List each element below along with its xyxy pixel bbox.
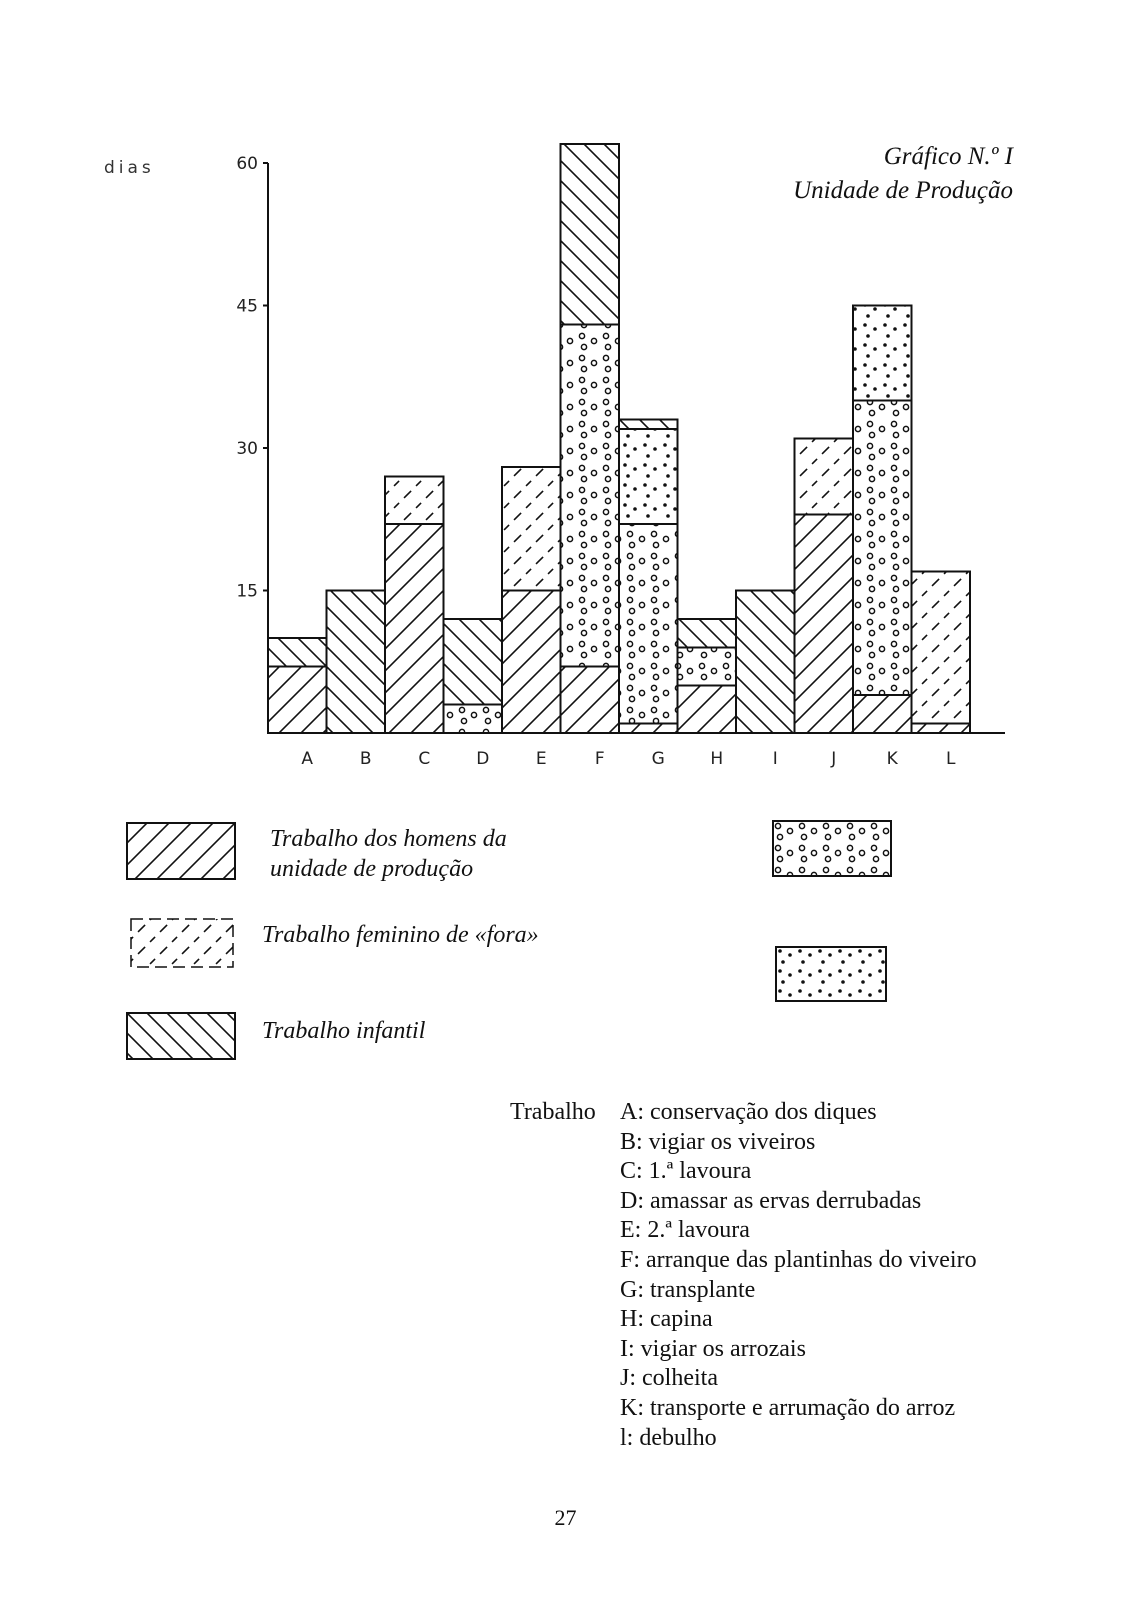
bar-segment-K-diag-forward [853,695,912,733]
legend-swatch-dots [775,946,889,1004]
bar-segment-D-diag-back [444,619,503,705]
y-tick-labels [236,154,268,602]
y-axis-label: dias [104,158,155,178]
y-tick-label: 60 [236,154,258,174]
chart-title-block [793,140,1013,208]
work-item-e: E: 2.ª lavoura [620,1217,750,1244]
bar-segment-I-diag-back [736,591,795,734]
bar-segment-F-diag-back [561,144,620,325]
y-tick-label: 45 [236,296,258,317]
x-tick-label-A: A [301,749,314,769]
chart-bars [268,144,970,733]
work-row [510,1098,977,1128]
work-item-g: G: transplante [620,1276,756,1303]
work-item-i: I: vigiar os arrozais [620,1335,806,1362]
work-item-j: J: colheita [620,1365,718,1392]
x-tick-label-G: G [651,749,665,769]
legend-homens [270,824,507,884]
x-tick-label-C: C [418,749,431,769]
legend-swatch-circles [772,820,894,878]
work-item-f: F: arranque das plantinhas do viveiro [620,1246,977,1273]
bar-segment-L-diag-forward [912,724,971,734]
bar-segment-G-diag-forward [619,724,678,734]
work-item-k: K: transporte e arrumação do arroz [620,1394,956,1421]
y-tick-label: 15 [236,581,258,602]
x-tick-label-L: L [946,749,956,769]
x-tick-label-K: K [886,749,898,769]
bar-segment-J-diag-forward [795,515,854,734]
bar-segment-H-diag-back [678,619,737,648]
bar-segment-J-diag-dashed [795,439,854,515]
x-tick-label-J: J [831,749,837,769]
page-number: 27 [554,1505,577,1530]
legend-homens-line2: unidade de produção [270,856,474,882]
x-tick-label-H: H [710,749,724,769]
bar-segment-H-diag-forward [678,686,737,734]
legend-feminino: Trabalho feminino de «fora» [262,922,539,948]
work-prefix: Trabalho [510,1099,596,1125]
bar-segment-H-circles [678,648,737,686]
bar-segment-F-circles [561,325,620,667]
legend-infantil: Trabalho infantil [262,1018,426,1044]
work-item-b: B: vigiar os viveiros [620,1128,816,1155]
legend-swatch-homens [126,822,236,880]
bar-segment-B-diag-back [327,591,386,734]
bar-segment-G-circles [619,524,678,724]
legend-swatch-feminino [130,918,234,968]
work-item-c: C: 1.ª lavoura [620,1158,752,1185]
bar-segment-K-circles [853,401,912,696]
bar-segment-F-diag-forward [561,667,620,734]
chart-subtitle: Unidade de Produção [793,177,1013,204]
bar-segment-G-dots [619,429,678,524]
bar-segment-K-dots [853,306,912,401]
legend-homens-line1: Trabalho dos homens da [270,826,507,852]
x-tick-labels [301,749,956,769]
y-tick-label: 30 [236,439,258,459]
bar-segment-G-diag-back [619,420,678,430]
x-tick-label-I: I [772,749,778,769]
x-tick-label-F: F [594,749,605,769]
work-item-h: H: capina [620,1306,713,1333]
bar-segment-C-diag-forward [385,524,444,733]
work-item-a: A: conservação dos diques [620,1099,877,1125]
bar-segment-E-diag-dashed [502,467,561,591]
work-item-d: D: amassar as ervas derrubadas [620,1187,922,1214]
bar-segment-E-diag-forward [502,591,561,734]
work-item-l: l: debulho [620,1424,717,1451]
bar-segment-A-diag-back [268,638,327,667]
chart-title: Gráfico N.º I [883,143,1013,170]
legend-swatch-infantil [126,1012,236,1060]
bar-segment-L-diag-dashed [912,572,971,724]
x-tick-label-B: B [359,749,372,769]
x-tick-label-E: E [535,749,547,769]
bar-segment-D-circles [444,705,503,734]
bar-segment-A-diag-forward [268,667,327,734]
work-descriptions [510,1098,977,1453]
bar-segment-C-diag-dashed [385,477,444,525]
x-tick-label-D: D [476,749,490,769]
